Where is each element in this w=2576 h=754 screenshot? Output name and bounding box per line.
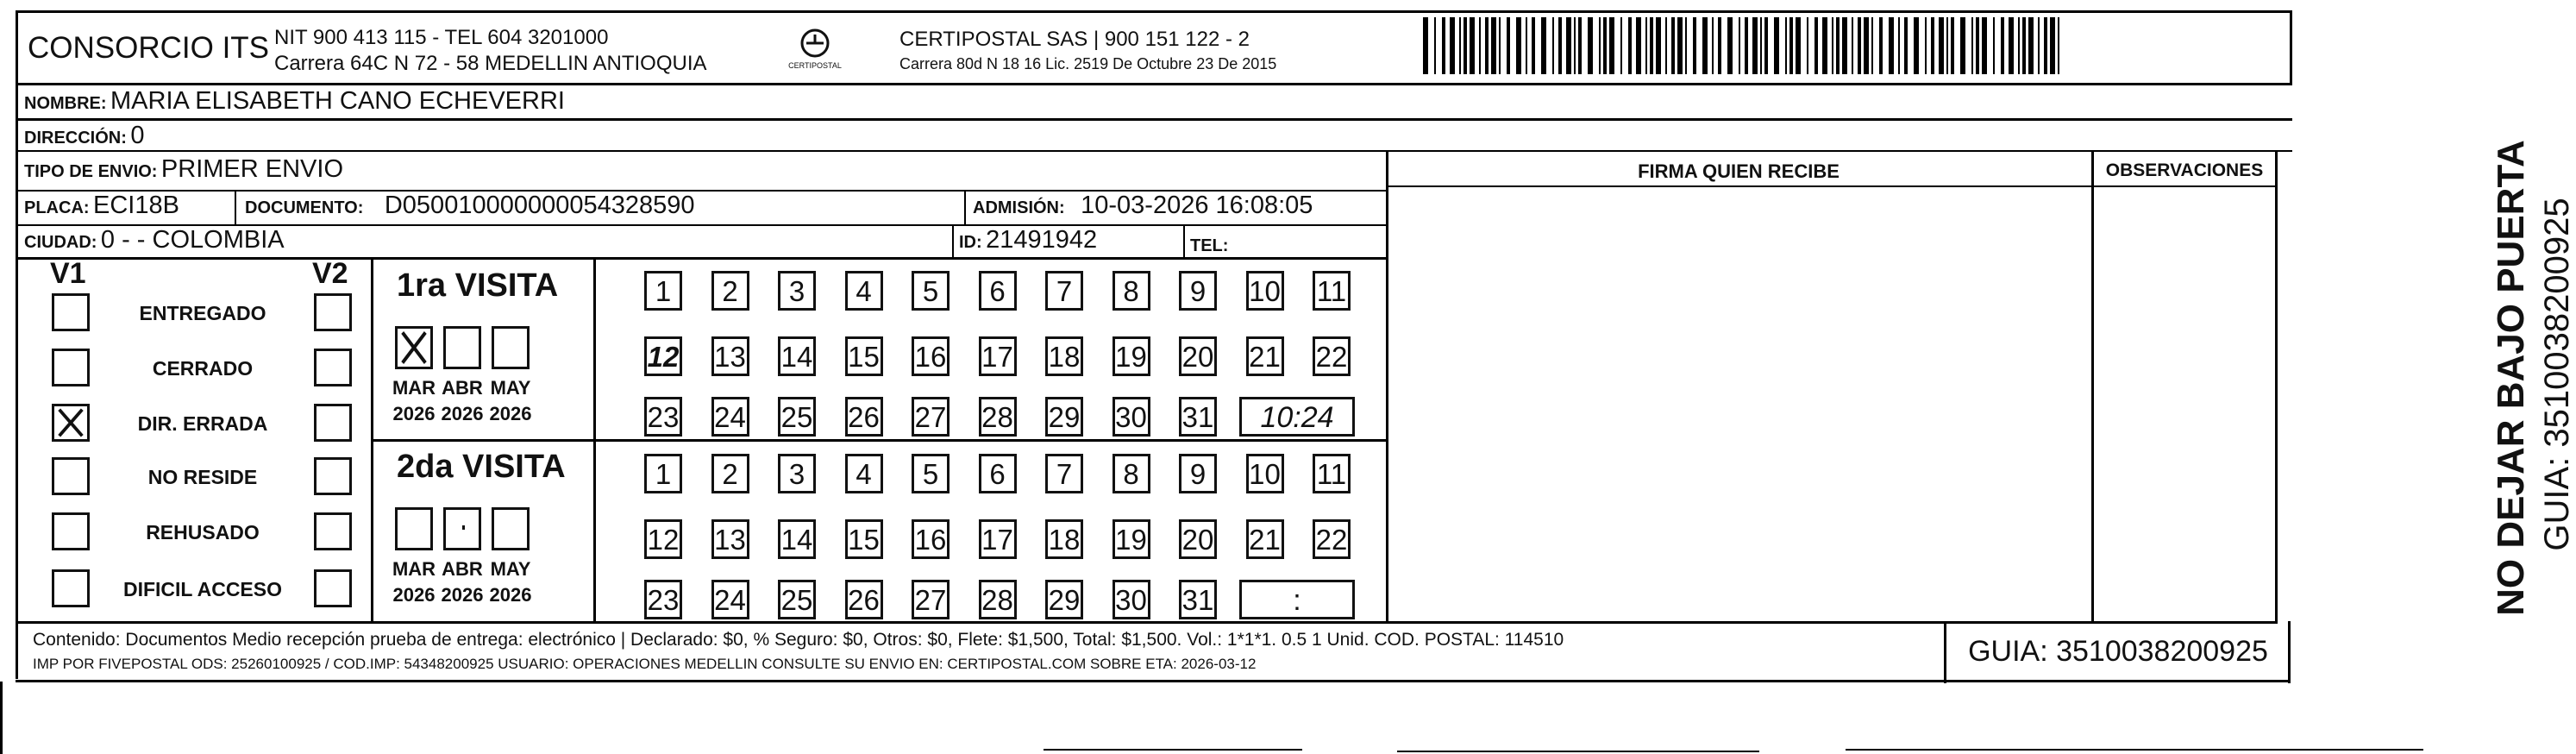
visit1-day-box[interactable]: 13 — [711, 336, 749, 376]
visit2-day-box[interactable]: 8 — [1113, 454, 1150, 493]
barcode — [1423, 17, 2070, 74]
nombre-row: NOMBRE: MARIA ELISABETH CANO ECHEVERRI — [24, 87, 565, 115]
status-label: CERRADO — [152, 357, 254, 380]
status-v1-checkbox[interactable] — [52, 293, 90, 331]
status-v1-checkbox[interactable] — [52, 512, 90, 550]
barcode-bar — [1507, 17, 1510, 74]
visit1-year-label: 2026 — [489, 403, 532, 424]
barcode-bar — [1423, 17, 1428, 74]
barcode-bar — [1650, 17, 1653, 74]
barcode-bar — [2001, 17, 2004, 74]
documento-value: D050010000000054328590 — [384, 192, 695, 219]
barcode-bar — [1993, 17, 1995, 74]
visit2-day-box[interactable]: 21 — [1246, 519, 1284, 559]
status-v1-checkbox[interactable] — [52, 457, 90, 495]
status-label: REHUSADO — [146, 521, 260, 544]
visit2-day-box[interactable]: 31 — [1179, 580, 1217, 619]
barcode-bar — [1889, 17, 1894, 74]
barcode-bar — [1693, 17, 1696, 74]
barcode-bar — [1450, 17, 1455, 74]
barcode-bar — [1665, 17, 1667, 74]
cell-divider — [235, 190, 236, 224]
barcode-bar — [1822, 17, 1827, 74]
barcode-bar — [1485, 17, 1489, 74]
barcode-bar — [2028, 17, 2034, 74]
barcode-bar — [1785, 17, 1787, 74]
barcode-bar — [1459, 17, 1461, 74]
page-scrap — [1846, 749, 2423, 751]
barcode-bar — [1946, 17, 1948, 74]
v1-label: V1 — [50, 257, 86, 290]
status-v2-checkbox[interactable] — [314, 404, 352, 442]
barcode-bar — [1814, 17, 1818, 74]
barcode-bar — [1552, 17, 1554, 74]
barcode-bar — [1609, 17, 1614, 74]
visit1-day-box[interactable]: 29 — [1045, 397, 1083, 437]
nit-line: NIT 900 413 115 - TEL 604 3201000 — [274, 26, 609, 49]
barcode-bar — [1852, 17, 1853, 74]
barcode-bar — [1470, 17, 1475, 74]
visit1-month-label: MAR — [392, 377, 436, 399]
visit1-day-box[interactable]: 23 — [644, 397, 682, 437]
barcode-bar — [1764, 17, 1768, 74]
visit2-day-box[interactable]: 5 — [912, 454, 950, 493]
visit1-year-label: 2026 — [441, 403, 484, 424]
barcode-bar — [1836, 17, 1840, 74]
placa-value: ECI18B — [93, 192, 179, 219]
status-v2-checkbox[interactable] — [314, 457, 352, 495]
visit1-day-box[interactable]: 10 — [1246, 271, 1284, 311]
tipo-row: TIPO DE ENVIO: PRIMER ENVIO — [24, 155, 344, 183]
status-v2-checkbox[interactable] — [314, 512, 352, 550]
barcode-bar — [1982, 17, 1987, 74]
visit1-day-box[interactable]: 16 — [912, 336, 950, 376]
frame-right-top — [2290, 10, 2292, 84]
row-line — [16, 118, 2292, 121]
visit1-day-box[interactable]: 6 — [979, 271, 1017, 311]
barcode-bar — [1516, 17, 1521, 74]
barcode-bar — [1677, 17, 1683, 74]
visit2-month-label: ABR — [442, 558, 483, 580]
obs-left-line — [2091, 150, 2094, 623]
barcode-bar — [1858, 17, 1861, 74]
barcode-bar — [1685, 17, 1687, 74]
barcode-bar — [1463, 17, 1467, 74]
status-v2-checkbox[interactable] — [314, 349, 352, 386]
visit2-title: 2da VISITA — [397, 449, 566, 485]
frame-top — [16, 10, 2292, 13]
barcode-bar — [1774, 17, 1779, 74]
visit-divider — [371, 439, 1387, 442]
barcode-bar — [1442, 17, 1445, 74]
footer-guia-box: GUIA: 3510038200925 — [1968, 635, 2268, 668]
company-name: CONSORCIO ITS — [28, 31, 270, 65]
visit2-day-box[interactable]: 27 — [912, 580, 950, 619]
visit1-day-box[interactable]: 3 — [778, 271, 816, 311]
frame-left — [16, 10, 18, 679]
visit1-day-box[interactable]: 19 — [1113, 336, 1150, 376]
barcode-bar — [1760, 17, 1762, 74]
visit1-day-box[interactable]: 14 — [778, 336, 816, 376]
barcode-bar — [1588, 17, 1593, 74]
row-line — [16, 257, 1387, 260]
barcode-bar — [1864, 17, 1869, 74]
footer-imp: IMP POR FIVEPOSTAL ODS: 25260100925 / COD.IMP: 54348200925 USUARIO: OPERACIONES MEDELLIN CONSULTE SU ENVIO EN: CERTIPOSTAL.COM SOBRE ETA: 2026-03-12 — [33, 656, 1257, 672]
visit2-year-label: 2026 — [489, 584, 532, 606]
visit1-day-box[interactable]: 2 — [711, 271, 749, 311]
visit2-month-checkbox[interactable] — [492, 507, 530, 550]
visit1-day-box[interactable]: 18 — [1045, 336, 1083, 376]
carrier-line: CERTIPOSTAL SAS | 900 151 122 - 2 — [899, 28, 1250, 51]
visit2-day-box[interactable]: 20 — [1179, 519, 1217, 559]
barcode-bar — [1739, 17, 1740, 74]
id-cell: ID: 21491942 — [959, 226, 1098, 254]
visit1-day-box[interactable]: 8 — [1113, 271, 1150, 311]
page-scrap — [1397, 751, 1759, 752]
placa-cell: PLACA: ECI18B — [24, 192, 179, 219]
visit1-day-box[interactable]: 4 — [845, 271, 883, 311]
barcode-bar — [1532, 17, 1535, 74]
page-scrap — [1044, 749, 1302, 751]
firma-header: FIRMA QUIEN RECIBE — [1638, 160, 1840, 182]
barcode-bar — [1832, 17, 1833, 74]
visit1-day-box[interactable]: 25 — [778, 397, 816, 437]
address-value: 0 — [130, 122, 145, 149]
barcode-bar — [1671, 17, 1675, 74]
barcode-bar — [1939, 17, 1944, 74]
visit1-day-box[interactable]: 1 — [644, 271, 682, 311]
barcode-bar — [1526, 17, 1527, 74]
visit2-day-box[interactable]: 22 — [1313, 519, 1351, 559]
visit2-day-box[interactable]: 24 — [711, 580, 749, 619]
lower-frame-left — [0, 682, 3, 754]
barcode-bar — [2038, 17, 2040, 74]
certipostal-logo — [787, 24, 843, 81]
barcode-bar — [1879, 17, 1883, 74]
visit2-day-box[interactable]: 7 — [1045, 454, 1083, 493]
barcode-bar — [1842, 17, 1847, 74]
footer-contenido: Contenido: Documentos Medio recepción prueba de entrega: electrónico | Declarado: $0, % Seguro: $0, Otros: $0, Flete: $1,500, Total: $1,500. Vol.: 1*1*1. 0.5 1 Unid. COD. POSTAL: 114510 — [33, 630, 1564, 650]
barcode-bar — [1603, 17, 1607, 74]
barcode-bar — [1558, 17, 1562, 74]
visit2-day-box[interactable]: 15 — [845, 519, 883, 559]
visit1-day-box[interactable]: 24 — [711, 397, 749, 437]
visit2-day-box[interactable]: 4 — [845, 454, 883, 493]
barcode-bar — [1541, 17, 1546, 74]
tel-cell: TEL: — [1190, 236, 1229, 255]
visit1-day-box[interactable]: 22 — [1313, 336, 1351, 376]
visit1-day-box[interactable]: 21 — [1246, 336, 1284, 376]
barcode-bar — [1745, 17, 1748, 74]
barcode-bar — [1702, 17, 1708, 74]
side-guia: GUIA: 3510038200925 — [2538, 198, 2576, 551]
visit2-day-box[interactable]: 2 — [711, 454, 749, 493]
visit2-month-label: MAR — [392, 558, 436, 580]
status-v1-checkbox[interactable] — [52, 404, 90, 442]
visit1-day-box[interactable]: 7 — [1045, 271, 1083, 311]
shipment-type: PRIMER ENVIO — [160, 155, 344, 183]
guia-box-left — [1944, 621, 1946, 683]
status-label: DIFICIL ACCESO — [122, 578, 282, 600]
barcode-bar — [1645, 17, 1647, 74]
visit2-day-box[interactable]: 6 — [979, 454, 1017, 493]
side-warning: NO DEJAR BAJO PUERTA — [2490, 140, 2532, 616]
visit1-month-checkbox[interactable] — [492, 326, 530, 369]
barcode-bar — [1578, 17, 1582, 74]
barcode-bar — [1752, 17, 1758, 74]
visit2-month-checkbox[interactable] — [443, 507, 481, 550]
barcode-bar — [1925, 17, 1927, 74]
visit2-day-box[interactable]: 9 — [1179, 454, 1217, 493]
v2-label: V2 — [312, 257, 348, 290]
guia-box-right — [2288, 621, 2291, 683]
barcode-bar — [2050, 17, 2055, 74]
visit2-day-box[interactable]: 10 — [1246, 454, 1284, 493]
barcode-bar — [1904, 17, 1908, 74]
visit2-year-label: 2026 — [441, 584, 484, 606]
visit1-day-box[interactable]: 27 — [912, 397, 950, 437]
barcode-bar — [1931, 17, 1934, 74]
recipient-name: MARIA ELISABETH CANO ECHEVERRI — [110, 87, 565, 115]
visit2-day-box[interactable]: 16 — [912, 519, 950, 559]
documento-cell: DOCUMENTO: D050010000000054328590 — [245, 192, 695, 219]
cell-divider — [964, 190, 966, 224]
cell-divider — [1183, 224, 1185, 257]
visit2-day-box[interactable]: 30 — [1113, 580, 1150, 619]
cell-divider — [952, 224, 954, 257]
visit2-day-box[interactable]: 23 — [644, 580, 682, 619]
visit1-month-label: MAY — [490, 377, 531, 399]
body-bottom-line — [16, 621, 2278, 624]
visit1-day-box[interactable]: 9 — [1179, 271, 1217, 311]
barcode-bar — [1789, 17, 1793, 74]
barcode-bar — [1574, 17, 1576, 74]
visit2-day-box[interactable]: 17 — [979, 519, 1017, 559]
barcode-bar — [2044, 17, 2047, 74]
barcode-bar — [2022, 17, 2026, 74]
header-bottom-line — [16, 83, 2292, 85]
visit1-day-box[interactable]: 15 — [845, 336, 883, 376]
barcode-bar — [1434, 17, 1436, 74]
visit2-day-box[interactable]: 26 — [845, 580, 883, 619]
visit2-day-box[interactable]: 1 — [644, 454, 682, 493]
visit2-year-label: 2026 — [392, 584, 436, 606]
barcode-bar — [1636, 17, 1641, 74]
address-line: Carrera 64C N 72 - 58 MEDELLIN ANTIOQUIA — [274, 52, 707, 75]
barcode-bar — [1971, 17, 1973, 74]
barcode-bar — [1898, 17, 1900, 74]
status-label: DIR. ERRADA — [137, 412, 268, 435]
visit2-month-label: MAY — [490, 558, 531, 580]
barcode-bar — [1960, 17, 1965, 74]
admision-cell: ADMISIÓN: 10-03-2026 16:08:05 — [973, 192, 1313, 219]
barcode-bar — [1656, 17, 1661, 74]
barcode-bar — [1628, 17, 1632, 74]
visit1-month-checkbox[interactable] — [443, 326, 481, 369]
visit1-day-box[interactable]: 26 — [845, 397, 883, 437]
visit1-day-box[interactable]: 30 — [1113, 397, 1150, 437]
barcode-bar — [1914, 17, 1919, 74]
barcode-bar — [1599, 17, 1601, 74]
pen-dot — [462, 525, 465, 530]
status-v2-checkbox[interactable] — [314, 293, 352, 331]
barcode-bar — [1807, 17, 1808, 74]
barcode-bar — [1718, 17, 1721, 74]
ciudad-cell: CIUDAD: 0 - - COLOMBIA — [24, 226, 285, 254]
barcode-bar — [1620, 17, 1622, 74]
barcode-bar — [1566, 17, 1571, 74]
id-value: 21491942 — [986, 226, 1098, 254]
obs-right-line — [2275, 150, 2278, 623]
barcode-bar — [1499, 17, 1501, 74]
admision-value: 10-03-2026 16:08:05 — [1081, 192, 1313, 219]
visit1-title: 1ra VISITA — [397, 267, 559, 304]
barcode-bar — [1871, 17, 1873, 74]
visit1-day-box[interactable]: 12 — [644, 336, 682, 376]
status-v2-checkbox[interactable] — [314, 569, 352, 607]
visit1-day-box[interactable]: 17 — [979, 336, 1017, 376]
visit2-time-box[interactable]: : — [1239, 580, 1355, 619]
barcode-bar — [1491, 17, 1496, 74]
visit2-day-box[interactable]: 29 — [1045, 580, 1083, 619]
observaciones-header: OBSERVACIONES — [2105, 160, 2264, 180]
barcode-bar — [2009, 17, 2014, 74]
visit1-month-label: ABR — [442, 377, 483, 399]
right-header-line — [1386, 185, 2278, 187]
visit1-month-checkbox[interactable] — [395, 326, 433, 369]
visit1-day-box[interactable]: 11 — [1313, 271, 1351, 311]
row-line — [16, 150, 2292, 152]
visit1-day-box[interactable]: 28 — [979, 397, 1017, 437]
barcode-bar — [2058, 17, 2059, 74]
visit2-day-box[interactable]: 28 — [979, 580, 1017, 619]
visit1-year-label: 2026 — [392, 403, 436, 424]
visit2-day-box[interactable]: 25 — [778, 580, 816, 619]
visit1-day-box[interactable]: 5 — [912, 271, 950, 311]
barcode-bar — [1796, 17, 1801, 74]
visit2-day-box[interactable]: 19 — [1113, 519, 1150, 559]
visit2-day-box[interactable]: 18 — [1045, 519, 1083, 559]
status-label: ENTREGADO — [139, 302, 266, 324]
visit2-day-box[interactable]: 3 — [778, 454, 816, 493]
firma-left-line — [1386, 150, 1388, 623]
ciudad-value: 0 - - COLOMBIA — [100, 226, 285, 254]
status-v1-checkbox[interactable] — [52, 569, 90, 607]
status-v1-checkbox[interactable] — [52, 349, 90, 386]
footer-bottom-line — [16, 680, 2291, 682]
logo-text: CERTIPOSTAL — [788, 61, 842, 70]
visit2-day-box[interactable]: 14 — [778, 519, 816, 559]
barcode-bar — [2018, 17, 2020, 74]
barcode-bar — [1712, 17, 1714, 74]
visit1-time-box[interactable]: 10:24 — [1239, 397, 1355, 437]
visit2-day-box[interactable]: 13 — [711, 519, 749, 559]
status-label: NO RESIDE — [147, 466, 258, 488]
barcode-bar — [1951, 17, 1954, 74]
visit2-day-box[interactable]: 11 — [1313, 454, 1351, 493]
barcode-bar — [1976, 17, 1979, 74]
visit1-day-box[interactable]: 20 — [1179, 336, 1217, 376]
barcode-bar — [1479, 17, 1481, 74]
direccion-row: DIRECCIÓN: 0 — [24, 122, 145, 149]
visit2-month-checkbox[interactable] — [395, 507, 433, 550]
carrier-license: Carrera 80d N 18 16 Lic. 2519 De Octubre 23 De 2015 — [899, 55, 1277, 72]
visit2-day-box[interactable]: 12 — [644, 519, 682, 559]
barcode-bar — [1727, 17, 1733, 74]
visit1-day-box[interactable]: 31 — [1179, 397, 1217, 437]
